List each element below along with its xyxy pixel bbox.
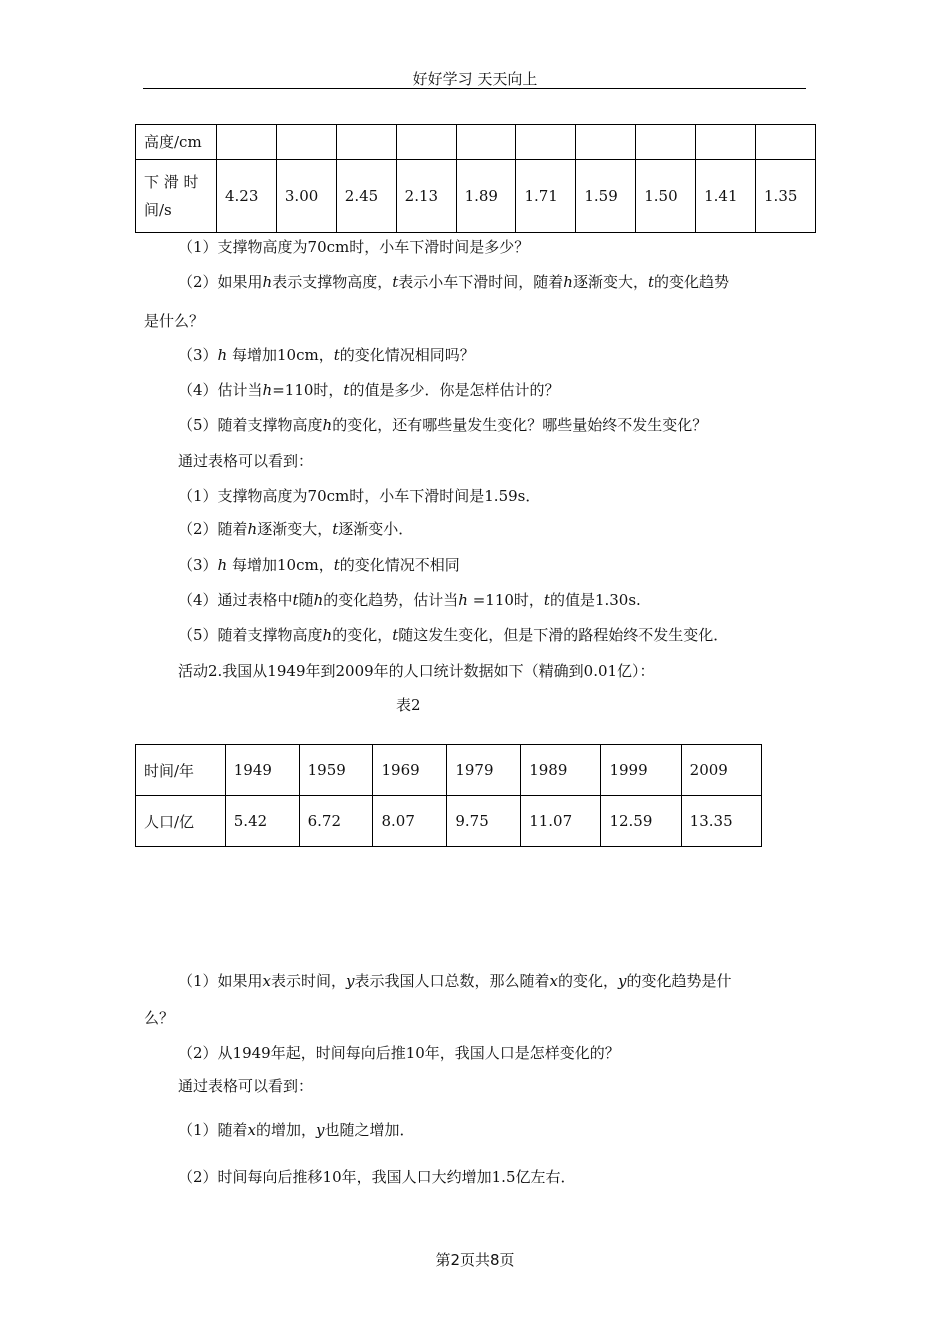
table-row bbox=[136, 125, 816, 160]
question2-2: （2）从1949年起，时间每向后推10年，我国人口是怎样变化的？ bbox=[178, 1044, 620, 1062]
table-cell: 12.59 bbox=[601, 796, 681, 847]
table-cell: 1.41 bbox=[696, 160, 756, 233]
answer-4: （4）通过表格中t随h的变化趋势，估计当h =110时，t的值是1.30s. bbox=[178, 591, 641, 609]
activity-2: 活动2.我国从1949年到2009年的人口统计数据如下（精确到0.01亿）： bbox=[178, 662, 655, 680]
table-cell: 2.45 bbox=[336, 160, 396, 233]
table-caption: 表2 bbox=[396, 696, 421, 714]
question-5: （5）随着支撑物高度h的变化，还有哪些量发生变化？哪些量始终不发生变化？ bbox=[178, 416, 708, 434]
answer2-1: （1）随着x的增加，y也随之增加． bbox=[178, 1121, 415, 1139]
table-slide-time bbox=[135, 124, 816, 233]
table-cell: 1979 bbox=[447, 745, 521, 796]
table-cell: 1.89 bbox=[456, 160, 516, 233]
table-cell: 6.72 bbox=[299, 796, 373, 847]
table-cell bbox=[396, 125, 456, 160]
row-label-year: 时间/年 bbox=[136, 745, 226, 796]
table-cell: 3.00 bbox=[276, 160, 336, 233]
question-1: （1）支撑物高度为70cm时，小车下滑时间是多少？ bbox=[178, 238, 530, 256]
table-cell bbox=[456, 125, 516, 160]
answers-intro: 通过表格可以看到： bbox=[178, 452, 314, 470]
table-cell: 2009 bbox=[681, 745, 761, 796]
table-cell: 1999 bbox=[601, 745, 681, 796]
answer2-2: （2）时间每向后推移10年，我国人口大约增加1.5亿左右． bbox=[178, 1168, 576, 1186]
table-cell: 1989 bbox=[521, 745, 601, 796]
table-cell: 8.07 bbox=[373, 796, 447, 847]
table-cell: 1949 bbox=[225, 745, 299, 796]
table-cell bbox=[336, 125, 396, 160]
table-cell bbox=[217, 125, 277, 160]
table-row bbox=[136, 745, 762, 796]
page-header: 好好学习 天天向上 bbox=[412, 70, 538, 88]
table-population bbox=[135, 744, 762, 847]
row-label-population: 人口/亿 bbox=[136, 796, 226, 847]
question-4: （4）估计当h=110时，t的值是多少．你是怎样估计的？ bbox=[178, 381, 560, 399]
answer-3: （3）h 每增加10cm，t的变化情况不相同 bbox=[178, 556, 460, 574]
question2-1-cont: 么？ bbox=[144, 1009, 175, 1027]
table-cell: 1.71 bbox=[516, 160, 576, 233]
table-cell: 11.07 bbox=[521, 796, 601, 847]
table-cell: 4.23 bbox=[217, 160, 277, 233]
table-cell: 9.75 bbox=[447, 796, 521, 847]
table-cell bbox=[696, 125, 756, 160]
table-row bbox=[136, 796, 762, 847]
row-label-height: 高度/cm bbox=[136, 125, 217, 160]
table-cell: 2.13 bbox=[396, 160, 456, 233]
table-cell: 1.59 bbox=[576, 160, 636, 233]
table-cell bbox=[516, 125, 576, 160]
question-3: （3）h 每增加10cm，t的变化情况相同吗？ bbox=[178, 346, 475, 364]
question2-1: （1）如果用x表示时间，y表示我国人口总数，那么随着x的变化，y的变化趋势是什 bbox=[178, 972, 732, 990]
question-2: （2）如果用h表示支撑物高度，t表示小车下滑时间，随着h逐渐变大，t的变化趋势 bbox=[178, 273, 730, 291]
table-cell: 1959 bbox=[299, 745, 373, 796]
answers2-intro: 通过表格可以看到： bbox=[178, 1077, 314, 1095]
table-cell bbox=[756, 125, 816, 160]
table-cell: 1.35 bbox=[756, 160, 816, 233]
answer-2: （2）随着h逐渐变大，t逐渐变小． bbox=[178, 520, 414, 538]
table-cell bbox=[276, 125, 336, 160]
table-cell: 1969 bbox=[373, 745, 447, 796]
header-rule bbox=[143, 88, 806, 89]
answer-5: （5）随着支撑物高度h的变化，t随这发生变化，但是下滑的路程始终不发生变化． bbox=[178, 626, 729, 644]
table-cell: 13.35 bbox=[681, 796, 761, 847]
answer-1: （1）支撑物高度为70cm时，小车下滑时间是1.59s． bbox=[178, 487, 541, 505]
page-footer: 第2页共8页 bbox=[435, 1251, 515, 1269]
table-cell: 5.42 bbox=[225, 796, 299, 847]
table-cell bbox=[636, 125, 696, 160]
table-row bbox=[136, 160, 816, 233]
table-cell: 1.50 bbox=[636, 160, 696, 233]
table-cell bbox=[576, 125, 636, 160]
question-2-cont: 是什么？ bbox=[144, 312, 205, 330]
row-label-time: 下 滑 时 间/s bbox=[136, 160, 217, 233]
